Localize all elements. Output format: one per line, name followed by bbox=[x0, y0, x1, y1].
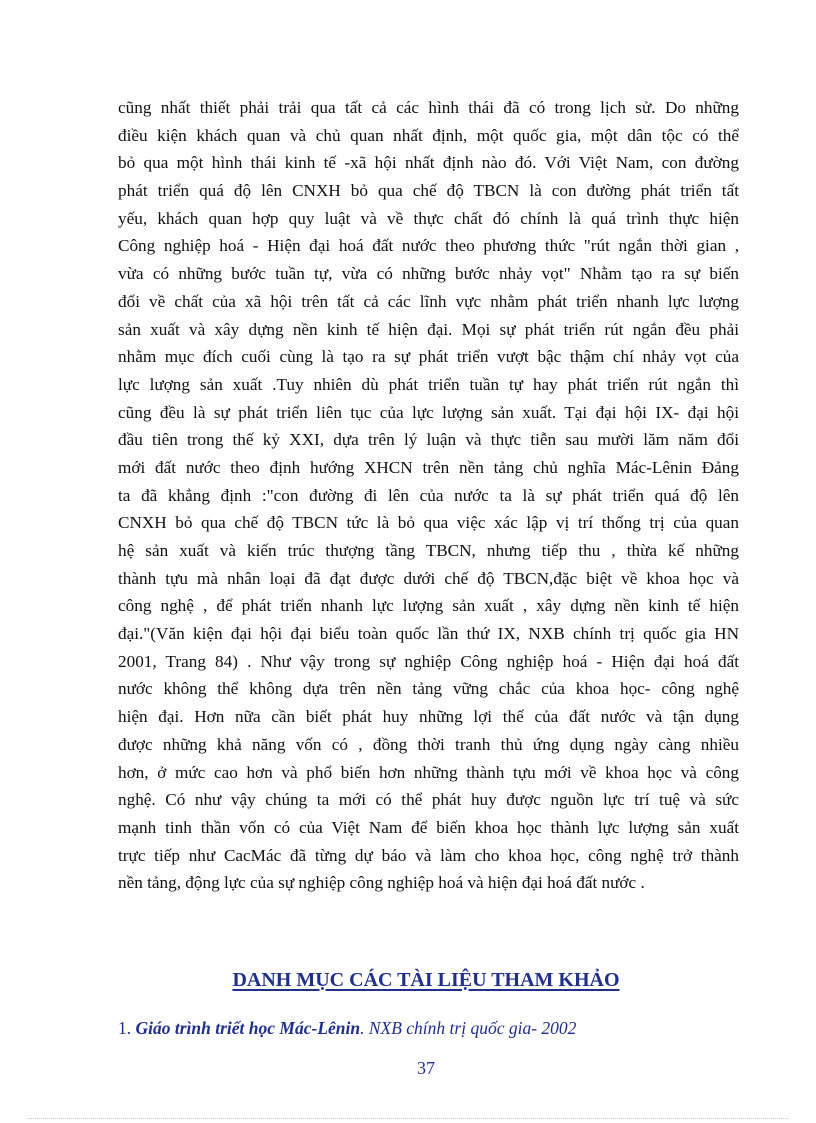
text-line: cũng đều là sự phát triển liên tục của lực lượng sản xuất. Tại đại hội IX- đại hội bbox=[118, 402, 739, 422]
text-line: nước không thể không dựa trên nền tảng vững chắc của khoa học- công nghệ bbox=[118, 679, 739, 699]
text-line: nhằm mục đích cuối cùng là tạo ra sự phát triển vượt bậc thậm chí nhảy vọt của bbox=[118, 347, 739, 367]
text-line: đổi về chất của xã hội trên tất cả các lĩnh vực nhằm phát triển nhanh lực lượng bbox=[118, 291, 739, 311]
reference-publisher: . NXB chính trị quốc gia- 2002 bbox=[360, 1018, 577, 1038]
text-line: trực tiếp như CacMác đã từng dự báo và làm cho khoa học, công nghệ trở thành bbox=[118, 845, 739, 865]
text-line: nền tảng, động lực của sự nghiệp công nghiệp hoá và hiện đại hoá đất nước . bbox=[118, 873, 645, 893]
reference-item bbox=[118, 1018, 576, 1039]
text-line: ta đã khẳng định :"con đường đi lên của nước ta là sự phát triển quá độ lên bbox=[118, 485, 739, 505]
text-line: mới đất nước theo định hướng XHCN trên nền tảng chủ nghĩa Mác-Lênin Đảng bbox=[118, 457, 739, 477]
reference-title: Giáo trình triết học Mác-Lênin bbox=[135, 1018, 361, 1038]
text-line: yếu, khách quan hợp quy luật và về thực chất đó chính là quá trình thực hiện bbox=[118, 208, 739, 228]
reference-number: 1. bbox=[118, 1018, 136, 1038]
text-line: lực lượng sản xuất .Tuy nhiên dù phát triển tuần tự hay phát triển rút ngắn thì bbox=[118, 374, 739, 394]
text-line: phát triển quá độ lên CNXH bỏ qua chế độ TBCN là con đường phát triển tất bbox=[118, 181, 739, 201]
text-line: 2001, Trang 84) . Như vậy trong sự nghiệp Công nghiệp hoá - Hiện đại hoá đất bbox=[118, 651, 739, 671]
text-line: công nghệ , để phát triển nhanh lực lượng sản xuất , xây dựng nền kinh tế hiện bbox=[118, 596, 739, 616]
text-line: hiện đại. Hơn nữa cần biết phát huy những lợi thế của đất nước và tận dụng bbox=[118, 707, 739, 727]
text-line: mạnh tinh thần vốn có của Việt Nam để biến khoa học thành lực lượng sản xuất bbox=[118, 817, 739, 837]
body-paragraph bbox=[118, 94, 739, 897]
text-line: Công nghiệp hoá - Hiện đại hoá đất nước theo phương thức "rút ngắn thời gian , bbox=[118, 236, 739, 256]
text-line: cũng nhất thiết phải trải qua tất cả các hình thái đã có trong lịch sử. Do những bbox=[118, 98, 739, 117]
text-line: vừa có những bước tuần tự, vừa có những bước nhảy vọt" Nhằm tạo ra sự biến bbox=[118, 264, 739, 284]
text-line: sản xuất và xây dựng nền kinh tế hiện đại. Mọi sự phát triển rút ngắn đều phải bbox=[118, 319, 739, 339]
page-number: 37 bbox=[417, 1058, 435, 1078]
text-line: thành tựu mà nhân loại đã đạt được dưới chế độ TBCN,đặc biệt về khoa học và bbox=[118, 568, 739, 588]
text-line: đại."(Văn kiện đại hội đại biểu toàn quốc lần thứ IX, NXB chính trị quốc gia HN bbox=[118, 624, 739, 644]
text-line: điều kiện khách quan và chủ quan nhất định, một quốc gia, một dân tộc có thể bbox=[118, 125, 739, 145]
text-line: được những khả năng vốn có , đồng thời tranh thủ ứng dụng ngày càng nhiều bbox=[118, 734, 739, 754]
text-line: hơn, ở mức cao hơn và phổ biến hơn những thành tựu mới về khoa học và công bbox=[118, 762, 739, 782]
text-line: CNXH bỏ qua chế độ TBCN tức là bỏ qua việc xác lập vị trí thống trị của quan bbox=[118, 513, 739, 533]
references-heading: DANH MỤC CÁC TÀI LIỆU THAM KHẢO bbox=[232, 969, 620, 991]
text-line: đầu tiên trong thế kỷ XXI, dựa trên lý luận và thực tiễn sau mười lăm năm đổi bbox=[118, 430, 739, 450]
text-line: nghệ. Có như vậy chúng ta mới có thể phát huy được nguồn lực trí tuệ và sức bbox=[118, 790, 739, 810]
text-line: hệ sản xuất và kiến trúc thượng tầng TBCN, nhưng tiếp thu , thừa kế những bbox=[118, 541, 739, 560]
text-line: bỏ qua một hình thái kinh tế -xã hội nhất định nào đó. Với Việt Nam, con đường bbox=[118, 153, 739, 173]
footer-divider bbox=[28, 1118, 788, 1119]
